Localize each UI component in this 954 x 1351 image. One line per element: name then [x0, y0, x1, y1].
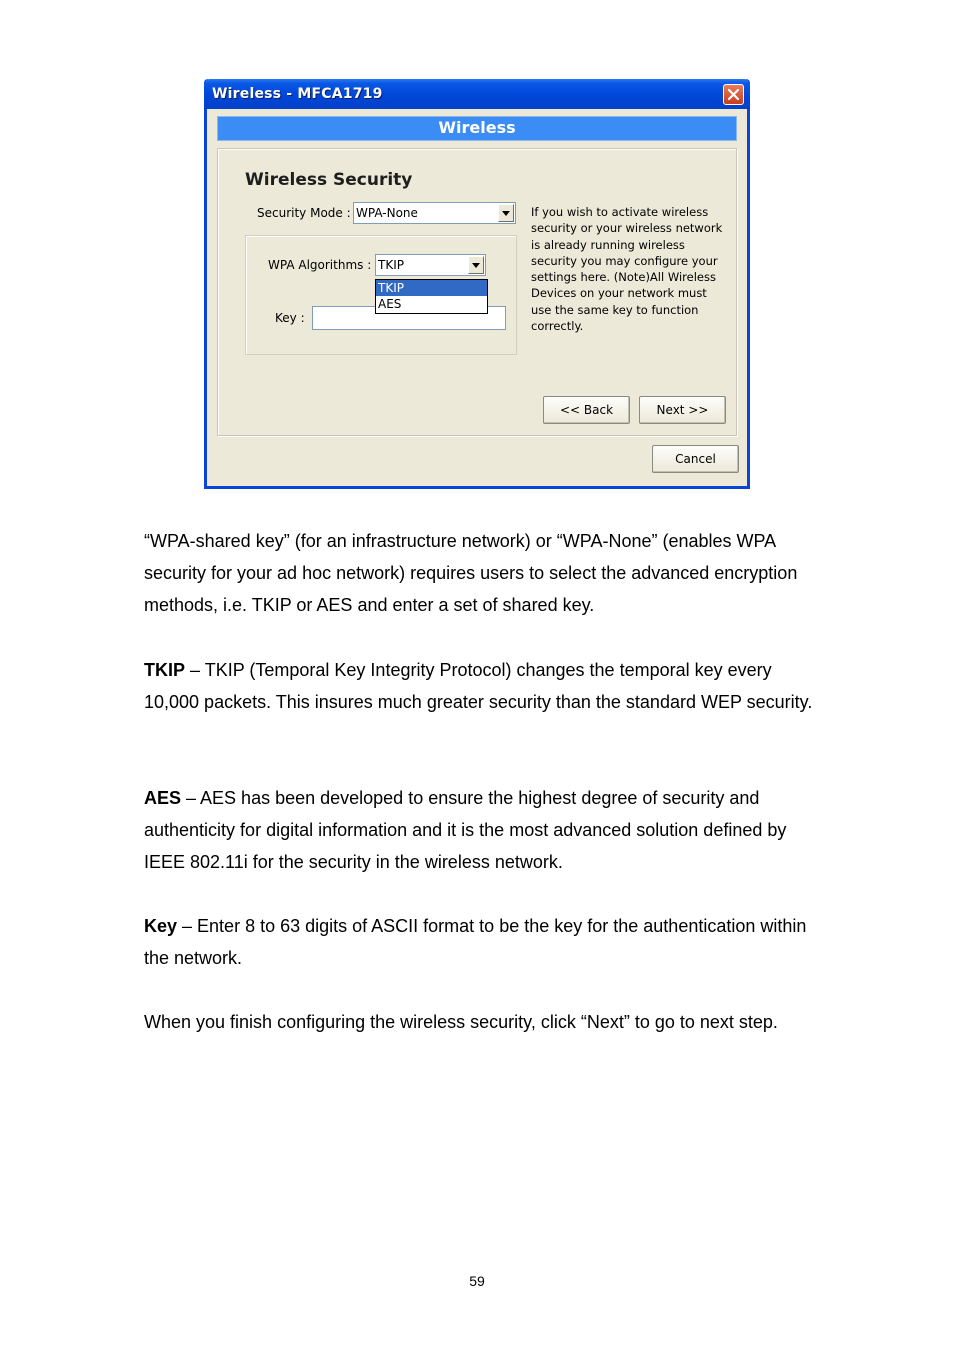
tkip-term: TKIP: [144, 660, 186, 680]
aes-term: AES: [144, 788, 182, 808]
option-aes[interactable]: AES: [378, 297, 402, 311]
intro-paragraph: “WPA-shared key” (for an infrastructure network) or “WPA-None” (enables WPA security for your ad hoc network) requires users to select the advanced encryption methods, i.e. TKIP or AES and enter a set of shared key.: [144, 531, 798, 616]
aes-description: – AES has been developed to ensure the highest degree of security and authenticity for digital information and it is the most advanced solution defined by IEEE 802.11i for the security in the wireless network.: [144, 788, 787, 873]
wpa-algorithms-value: TKIP: [378, 258, 404, 272]
page-number: 59: [469, 1273, 485, 1289]
title-bar: [204, 79, 750, 109]
key-paragraph: [144, 910, 824, 974]
settings-panel: [217, 148, 737, 436]
wpa-algorithms-options: [375, 279, 488, 314]
closing-paragraph: When you finish configuring the wireless security, click “Next” to go to next step.: [144, 1012, 778, 1032]
cancel-button[interactable]: Cancel: [652, 445, 739, 473]
wpa-algorithms-select[interactable]: [375, 254, 486, 276]
security-mode-label: Security Mode :: [257, 206, 351, 220]
section-title: Wireless Security: [245, 170, 413, 190]
tkip-paragraph: [144, 654, 824, 718]
close-icon[interactable]: [723, 84, 744, 105]
security-mode-select[interactable]: [353, 202, 516, 224]
security-mode-value: WPA-None: [356, 206, 418, 220]
option-tkip[interactable]: TKIP: [376, 280, 487, 296]
aes-paragraph: [144, 782, 824, 879]
window-title: Wireless - MFCA1719: [212, 86, 383, 102]
tkip-description: – TKIP (Temporal Key Integrity Protocol) changes the temporal key every 10,000 packets. This insures much greater security than the standard WEP security.: [144, 660, 813, 713]
chevron-down-icon[interactable]: [468, 256, 484, 274]
wireless-dialog: [204, 79, 750, 489]
back-button[interactable]: << Back: [543, 396, 630, 424]
key-description: – Enter 8 to 63 digits of ASCII format to be the key for the authentication within the network.: [144, 916, 807, 969]
wizard-header: Wireless: [217, 116, 737, 141]
key-term: Key: [144, 916, 178, 936]
help-text: If you wish to activate wireless security or your wireless network is already running wireless security you may configure your settings here. (Note)All Wireless Devices on your network must use the same key to function correctly.: [531, 205, 723, 334]
key-label: Key :: [275, 311, 305, 325]
next-button[interactable]: Next >>: [639, 396, 726, 424]
chevron-down-icon[interactable]: [498, 204, 514, 222]
wpa-algorithms-label: WPA Algorithms :: [268, 258, 372, 272]
